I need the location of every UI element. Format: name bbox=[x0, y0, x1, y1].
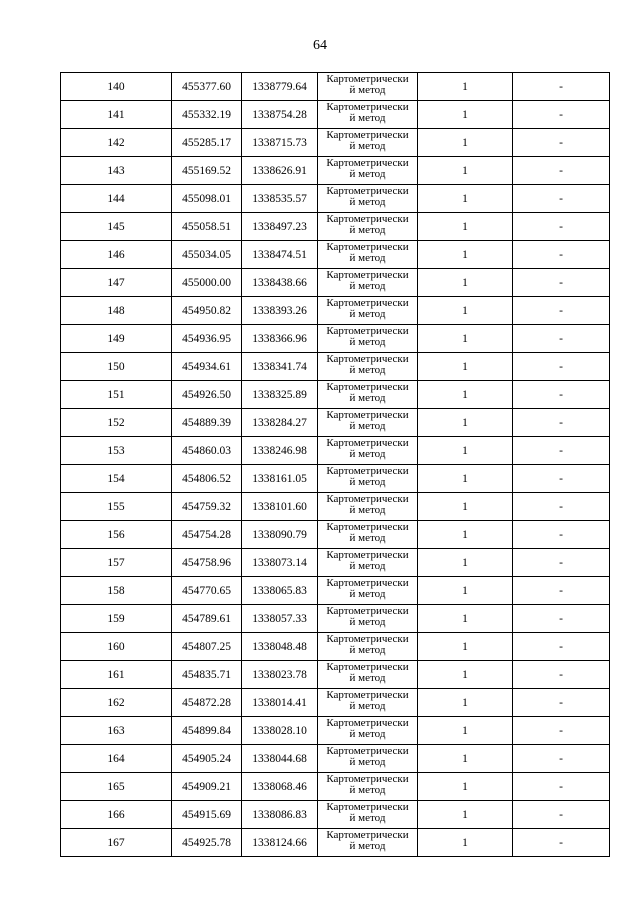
x-coordinate-cell: 454770.65 bbox=[172, 577, 242, 605]
accuracy-cell: 1 bbox=[418, 353, 513, 381]
table-row bbox=[61, 381, 610, 409]
point-number-cell: 149 bbox=[61, 325, 172, 353]
x-coordinate-cell: 454934.61 bbox=[172, 353, 242, 381]
description-cell: - bbox=[513, 493, 610, 521]
x-coordinate-cell: 454759.32 bbox=[172, 493, 242, 521]
y-coordinate-cell: 1338028.10 bbox=[242, 717, 318, 745]
method-line-1: Картометрически bbox=[326, 521, 409, 533]
x-coordinate-cell: 454758.96 bbox=[172, 549, 242, 577]
accuracy-cell: 1 bbox=[418, 73, 513, 101]
point-number-cell: 167 bbox=[61, 829, 172, 857]
table-row bbox=[61, 129, 610, 157]
method-line-1: Картометрически bbox=[326, 605, 409, 617]
description-cell: - bbox=[513, 157, 610, 185]
method-cell bbox=[318, 717, 418, 745]
y-coordinate-cell: 1338779.64 bbox=[242, 73, 318, 101]
accuracy-cell: 1 bbox=[418, 185, 513, 213]
method-line-1: Картометрически bbox=[326, 213, 409, 225]
x-coordinate-cell: 454889.39 bbox=[172, 409, 242, 437]
table-row bbox=[61, 605, 610, 633]
method-line-1: Картометрически bbox=[326, 493, 409, 505]
point-number-cell: 145 bbox=[61, 213, 172, 241]
accuracy-cell: 1 bbox=[418, 325, 513, 353]
point-number-cell: 140 bbox=[61, 73, 172, 101]
method-cell bbox=[318, 829, 418, 857]
description-cell: - bbox=[513, 829, 610, 857]
method-line-1: Картометрически bbox=[326, 773, 409, 785]
point-number-cell: 155 bbox=[61, 493, 172, 521]
description-cell: - bbox=[513, 689, 610, 717]
coordinates-table bbox=[60, 72, 610, 857]
method-line-2: й метод bbox=[349, 727, 386, 740]
accuracy-cell: 1 bbox=[418, 717, 513, 745]
point-number-cell: 147 bbox=[61, 269, 172, 297]
y-coordinate-cell: 1338474.51 bbox=[242, 241, 318, 269]
description-cell: - bbox=[513, 521, 610, 549]
method-cell bbox=[318, 157, 418, 185]
point-number-cell: 162 bbox=[61, 689, 172, 717]
x-coordinate-cell: 454905.24 bbox=[172, 745, 242, 773]
method-cell bbox=[318, 745, 418, 773]
x-coordinate-cell: 455034.05 bbox=[172, 241, 242, 269]
method-line-2: й метод bbox=[349, 363, 386, 376]
x-coordinate-cell: 455098.01 bbox=[172, 185, 242, 213]
description-cell: - bbox=[513, 717, 610, 745]
description-cell: - bbox=[513, 213, 610, 241]
method-line-2: й метод bbox=[349, 811, 386, 824]
description-cell: - bbox=[513, 297, 610, 325]
method-cell bbox=[318, 325, 418, 353]
table-row bbox=[61, 549, 610, 577]
accuracy-cell: 1 bbox=[418, 633, 513, 661]
point-number-cell: 158 bbox=[61, 577, 172, 605]
table-row bbox=[61, 717, 610, 745]
description-cell: - bbox=[513, 73, 610, 101]
point-number-cell: 143 bbox=[61, 157, 172, 185]
x-coordinate-cell: 455000.00 bbox=[172, 269, 242, 297]
table-row bbox=[61, 633, 610, 661]
y-coordinate-cell: 1338366.96 bbox=[242, 325, 318, 353]
table-row bbox=[61, 157, 610, 185]
accuracy-cell: 1 bbox=[418, 773, 513, 801]
table-row bbox=[61, 465, 610, 493]
table-row bbox=[61, 269, 610, 297]
method-cell bbox=[318, 465, 418, 493]
x-coordinate-cell: 454872.28 bbox=[172, 689, 242, 717]
method-line-2: й метод bbox=[349, 279, 386, 292]
accuracy-cell: 1 bbox=[418, 745, 513, 773]
description-cell: - bbox=[513, 437, 610, 465]
method-cell bbox=[318, 605, 418, 633]
accuracy-cell: 1 bbox=[418, 381, 513, 409]
method-line-1: Картометрически bbox=[326, 381, 409, 393]
x-coordinate-cell: 455058.51 bbox=[172, 213, 242, 241]
y-coordinate-cell: 1338535.57 bbox=[242, 185, 318, 213]
method-line-1: Картометрически bbox=[326, 269, 409, 281]
accuracy-cell: 1 bbox=[418, 409, 513, 437]
accuracy-cell: 1 bbox=[418, 661, 513, 689]
method-line-1: Картометрически bbox=[326, 549, 409, 561]
accuracy-cell: 1 bbox=[418, 269, 513, 297]
point-number-cell: 150 bbox=[61, 353, 172, 381]
method-cell bbox=[318, 521, 418, 549]
method-cell bbox=[318, 577, 418, 605]
point-number-cell: 152 bbox=[61, 409, 172, 437]
method-line-2: й метод bbox=[349, 111, 386, 124]
accuracy-cell: 1 bbox=[418, 493, 513, 521]
method-line-2: й метод bbox=[349, 531, 386, 544]
y-coordinate-cell: 1338161.05 bbox=[242, 465, 318, 493]
y-coordinate-cell: 1338048.48 bbox=[242, 633, 318, 661]
method-line-1: Картометрически bbox=[326, 325, 409, 337]
method-line-2: й метод bbox=[349, 699, 386, 712]
method-line-2: й метод bbox=[349, 195, 386, 208]
description-cell: - bbox=[513, 241, 610, 269]
method-line-1: Картометрически bbox=[326, 157, 409, 169]
y-coordinate-cell: 1338068.46 bbox=[242, 773, 318, 801]
x-coordinate-cell: 454899.84 bbox=[172, 717, 242, 745]
y-coordinate-cell: 1338246.98 bbox=[242, 437, 318, 465]
accuracy-cell: 1 bbox=[418, 605, 513, 633]
y-coordinate-cell: 1338438.66 bbox=[242, 269, 318, 297]
method-line-2: й метод bbox=[349, 251, 386, 264]
table-row bbox=[61, 773, 610, 801]
y-coordinate-cell: 1338341.74 bbox=[242, 353, 318, 381]
method-line-2: й метод bbox=[349, 503, 386, 516]
method-line-2: й метод bbox=[349, 643, 386, 656]
point-number-cell: 161 bbox=[61, 661, 172, 689]
method-cell bbox=[318, 437, 418, 465]
method-cell bbox=[318, 661, 418, 689]
description-cell: - bbox=[513, 381, 610, 409]
x-coordinate-cell: 454754.28 bbox=[172, 521, 242, 549]
method-line-2: й метод bbox=[349, 783, 386, 796]
description-cell: - bbox=[513, 269, 610, 297]
point-number-cell: 156 bbox=[61, 521, 172, 549]
table-row bbox=[61, 801, 610, 829]
method-line-1: Картометрически bbox=[326, 73, 409, 85]
method-line-1: Картометрически bbox=[326, 801, 409, 813]
x-coordinate-cell: 455377.60 bbox=[172, 73, 242, 101]
y-coordinate-cell: 1338393.26 bbox=[242, 297, 318, 325]
table-row bbox=[61, 185, 610, 213]
description-cell: - bbox=[513, 745, 610, 773]
description-cell: - bbox=[513, 409, 610, 437]
y-coordinate-cell: 1338057.33 bbox=[242, 605, 318, 633]
table-row bbox=[61, 829, 610, 857]
method-cell bbox=[318, 101, 418, 129]
point-number-cell: 146 bbox=[61, 241, 172, 269]
method-cell bbox=[318, 493, 418, 521]
method-cell bbox=[318, 353, 418, 381]
method-line-1: Картометрически bbox=[326, 661, 409, 673]
description-cell: - bbox=[513, 661, 610, 689]
accuracy-cell: 1 bbox=[418, 157, 513, 185]
method-cell bbox=[318, 129, 418, 157]
method-line-2: й метод bbox=[349, 615, 386, 628]
method-line-2: й метод bbox=[349, 83, 386, 96]
point-number-cell: 163 bbox=[61, 717, 172, 745]
method-line-2: й метод bbox=[349, 335, 386, 348]
y-coordinate-cell: 1338497.23 bbox=[242, 213, 318, 241]
method-cell bbox=[318, 73, 418, 101]
method-cell bbox=[318, 269, 418, 297]
table-row bbox=[61, 325, 610, 353]
description-cell: - bbox=[513, 129, 610, 157]
method-line-2: й метод bbox=[349, 391, 386, 404]
point-number-cell: 166 bbox=[61, 801, 172, 829]
y-coordinate-cell: 1338124.66 bbox=[242, 829, 318, 857]
y-coordinate-cell: 1338023.78 bbox=[242, 661, 318, 689]
y-coordinate-cell: 1338090.79 bbox=[242, 521, 318, 549]
method-line-2: й метод bbox=[349, 671, 386, 684]
method-line-1: Картометрически bbox=[326, 297, 409, 309]
table-row bbox=[61, 689, 610, 717]
description-cell: - bbox=[513, 605, 610, 633]
y-coordinate-cell: 1338284.27 bbox=[242, 409, 318, 437]
table-row bbox=[61, 521, 610, 549]
accuracy-cell: 1 bbox=[418, 549, 513, 577]
method-cell bbox=[318, 633, 418, 661]
description-cell: - bbox=[513, 633, 610, 661]
page-number: 64 bbox=[313, 38, 327, 53]
accuracy-cell: 1 bbox=[418, 801, 513, 829]
point-number-cell: 164 bbox=[61, 745, 172, 773]
x-coordinate-cell: 454936.95 bbox=[172, 325, 242, 353]
method-cell bbox=[318, 409, 418, 437]
x-coordinate-cell: 454835.71 bbox=[172, 661, 242, 689]
method-cell bbox=[318, 297, 418, 325]
point-number-cell: 154 bbox=[61, 465, 172, 493]
accuracy-cell: 1 bbox=[418, 213, 513, 241]
x-coordinate-cell: 455332.19 bbox=[172, 101, 242, 129]
accuracy-cell: 1 bbox=[418, 297, 513, 325]
y-coordinate-cell: 1338044.68 bbox=[242, 745, 318, 773]
method-cell bbox=[318, 185, 418, 213]
table-body bbox=[61, 73, 610, 857]
method-cell bbox=[318, 241, 418, 269]
x-coordinate-cell: 454807.25 bbox=[172, 633, 242, 661]
y-coordinate-cell: 1338754.28 bbox=[242, 101, 318, 129]
table-row bbox=[61, 661, 610, 689]
x-coordinate-cell: 454925.78 bbox=[172, 829, 242, 857]
method-cell bbox=[318, 213, 418, 241]
method-line-2: й метод bbox=[349, 755, 386, 768]
method-line-1: Картометрически bbox=[326, 633, 409, 645]
description-cell: - bbox=[513, 549, 610, 577]
method-line-2: й метод bbox=[349, 447, 386, 460]
point-number-cell: 159 bbox=[61, 605, 172, 633]
description-cell: - bbox=[513, 325, 610, 353]
description-cell: - bbox=[513, 577, 610, 605]
table-row bbox=[61, 437, 610, 465]
accuracy-cell: 1 bbox=[418, 437, 513, 465]
method-line-2: й метод bbox=[349, 419, 386, 432]
method-line-1: Картометрически bbox=[326, 185, 409, 197]
y-coordinate-cell: 1338086.83 bbox=[242, 801, 318, 829]
table-row bbox=[61, 577, 610, 605]
method-line-2: й метод bbox=[349, 167, 386, 180]
point-number-cell: 165 bbox=[61, 773, 172, 801]
method-line-1: Картометрически bbox=[326, 409, 409, 421]
accuracy-cell: 1 bbox=[418, 241, 513, 269]
point-number-cell: 151 bbox=[61, 381, 172, 409]
point-number-cell: 153 bbox=[61, 437, 172, 465]
method-line-2: й метод bbox=[349, 223, 386, 236]
y-coordinate-cell: 1338014.41 bbox=[242, 689, 318, 717]
method-line-2: й метод bbox=[349, 587, 386, 600]
method-line-1: Картометрически bbox=[326, 101, 409, 113]
method-line-1: Картометрически bbox=[326, 577, 409, 589]
table-row bbox=[61, 353, 610, 381]
method-line-1: Картометрически bbox=[326, 241, 409, 253]
description-cell: - bbox=[513, 773, 610, 801]
method-line-1: Картометрически bbox=[326, 829, 409, 841]
x-coordinate-cell: 455285.17 bbox=[172, 129, 242, 157]
description-cell: - bbox=[513, 801, 610, 829]
method-line-1: Картометрически bbox=[326, 465, 409, 477]
method-line-1: Картометрически bbox=[326, 353, 409, 365]
table-row bbox=[61, 493, 610, 521]
point-number-cell: 148 bbox=[61, 297, 172, 325]
y-coordinate-cell: 1338101.60 bbox=[242, 493, 318, 521]
method-line-1: Картометрически bbox=[326, 745, 409, 757]
accuracy-cell: 1 bbox=[418, 465, 513, 493]
method-line-1: Картометрически bbox=[326, 717, 409, 729]
point-number-cell: 141 bbox=[61, 101, 172, 129]
x-coordinate-cell: 454806.52 bbox=[172, 465, 242, 493]
y-coordinate-cell: 1338073.14 bbox=[242, 549, 318, 577]
method-cell bbox=[318, 381, 418, 409]
method-cell bbox=[318, 773, 418, 801]
accuracy-cell: 1 bbox=[418, 577, 513, 605]
table-row bbox=[61, 73, 610, 101]
method-line-1: Картометрически bbox=[326, 129, 409, 141]
method-line-2: й метод bbox=[349, 839, 386, 852]
method-cell bbox=[318, 549, 418, 577]
method-line-2: й метод bbox=[349, 307, 386, 320]
y-coordinate-cell: 1338715.73 bbox=[242, 129, 318, 157]
y-coordinate-cell: 1338626.91 bbox=[242, 157, 318, 185]
x-coordinate-cell: 455169.52 bbox=[172, 157, 242, 185]
table-row bbox=[61, 241, 610, 269]
description-cell: - bbox=[513, 465, 610, 493]
point-number-cell: 144 bbox=[61, 185, 172, 213]
method-line-2: й метод bbox=[349, 139, 386, 152]
y-coordinate-cell: 1338325.89 bbox=[242, 381, 318, 409]
table-row bbox=[61, 101, 610, 129]
description-cell: - bbox=[513, 185, 610, 213]
point-number-cell: 157 bbox=[61, 549, 172, 577]
table-row bbox=[61, 213, 610, 241]
table-row bbox=[61, 297, 610, 325]
method-cell bbox=[318, 689, 418, 717]
description-cell: - bbox=[513, 353, 610, 381]
point-number-cell: 160 bbox=[61, 633, 172, 661]
x-coordinate-cell: 454950.82 bbox=[172, 297, 242, 325]
method-line-2: й метод bbox=[349, 559, 386, 572]
accuracy-cell: 1 bbox=[418, 829, 513, 857]
method-line-1: Картометрически bbox=[326, 437, 409, 449]
table-row bbox=[61, 409, 610, 437]
method-line-1: Картометрически bbox=[326, 689, 409, 701]
y-coordinate-cell: 1338065.83 bbox=[242, 577, 318, 605]
accuracy-cell: 1 bbox=[418, 101, 513, 129]
x-coordinate-cell: 454915.69 bbox=[172, 801, 242, 829]
accuracy-cell: 1 bbox=[418, 689, 513, 717]
x-coordinate-cell: 454909.21 bbox=[172, 773, 242, 801]
x-coordinate-cell: 454789.61 bbox=[172, 605, 242, 633]
point-number-cell: 142 bbox=[61, 129, 172, 157]
x-coordinate-cell: 454860.03 bbox=[172, 437, 242, 465]
description-cell: - bbox=[513, 101, 610, 129]
accuracy-cell: 1 bbox=[418, 129, 513, 157]
method-line-2: й метод bbox=[349, 475, 386, 488]
method-cell bbox=[318, 801, 418, 829]
x-coordinate-cell: 454926.50 bbox=[172, 381, 242, 409]
accuracy-cell: 1 bbox=[418, 521, 513, 549]
table-row bbox=[61, 745, 610, 773]
